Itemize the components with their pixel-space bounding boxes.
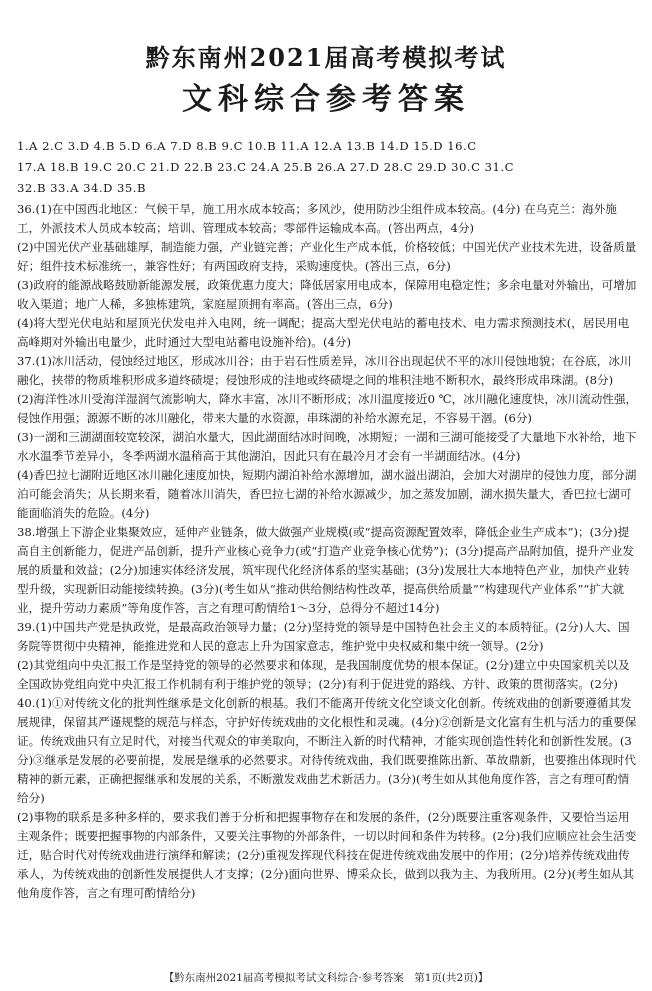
answer-paragraph: 39.(1)中国共产党是执政党，是最高政治领导力量；(2分)坚持党的领导是中国特色社会主义的本质特征。(2分)人大、国务院等贯彻中央精神，能推进党和人民的意志上升为国家意志，维护党中央权威和集中统一领导。(2分): [17, 620, 630, 653]
answer-paragraph: (2)其党组向中央汇报工作是坚持党的领导的必然要求和体现，是我国制度优势的根本保证。(2分)建立中央国家机关以及全国政协党组向党中央汇报工作机制有利于维护党的领导；(2分)有利于促进党的路线、方针、政策的贯彻落实。(2分): [17, 658, 630, 691]
page-footer: 【黔东南州2021届高考模拟考试文科综合·参考答案 第1页(共2页)】: [163, 972, 489, 984]
answer-paragraph: 40.(1)①对传统文化的批判性继承是文化创新的根基。我们不能离开传统文化空谈文化创新。传统戏曲的创新要遵循其发展规律，保留其严谨规整的规范与样态，守护好传统戏曲的文化根性和灵魂。(4分)②创新是文化富有生机与活力的重要保证。传统戏曲只有立足时代，对接当代观众的审美取向，不断注入新的时代精神，才能实现创造性转化和创新性发展。(3分)③继承是发展的必要前提，发展是继承的必然要求。对待传统戏曲，我们既要推陈出新、革故鼎新，也要推出体现时代精神的新元素，正确把握继承和发展的关系，不断激发戏曲艺术新活力。(3分)(考生如从其他角度作答，言之有理可酌情给分): [17, 696, 637, 805]
answer-paragraph: (3)政府的能源战略鼓励新能源发展，政策优惠力度大；降低居家用电成本，保障用电稳定性；多余电量对外输出，可增加收入渠道；地广人稀，多独栋建筑，家庭屋顶拥有率高。(答出三点，6分): [17, 278, 637, 311]
answer-paragraph: 37.(1)冰川活动，侵蚀经过地区，形成冰川谷；由于岩石性质差异，冰川谷出现起伏不平的冰川侵蚀地貌；在谷底，冰川融化，挟带的物质堆积形成多道终碛堤；侵蚀形成的洼地或终碛堤之间的堆积洼地不断积水，最终形成串珠湖。(8分): [17, 354, 632, 387]
answer-paragraph: 38.增强上下游企业集聚效应，延伸产业链条，做大做强产业规模(或“提高资源配置效率，降低企业生产成本”)；(3分)提高自主创新能力，促进产品创新，提升产业核心竞争力(或“打造产业竞争核心优势”)；(3分)提高产品附加值，提升产业发展的质量和效益；(2分)加速实体经济发展，筑牢现代化经济体系的坚实基础；(3分)发展壮大本地特色产业，加快产业转型升级，实现新旧动能接续转换。(3分)(考生如从“推动供给侧结构性改革，提高供给质量”“构建现代产业体系”“扩大就业，提升劳动力素质”等角度作答，言之有理可酌情给1～3分，总得分不超过14分): [17, 525, 635, 615]
exam-title: 黔东南州2021届高考模拟考试: [145, 43, 507, 72]
answer-paragraph: (2)中国光伏产业基础雄厚，制造能力强，产业链完善；产业化生产成本低，价格较低；中国光伏产业技术先进，设备质量好；组件技术标准统一，兼容性好；有两国政府支持，采购速度快。(答出三点，6分): [17, 240, 637, 273]
mc-answers-line: 17.A 18.B 19.C 20.C 21.D 22.B 23.C 24.A 25.B 26.A 27.D 28.C 29.D 30.C 31.C: [17, 160, 514, 174]
mc-answers-line: 32.B 33.A 34.D 35.B: [17, 181, 147, 195]
answer-paragraph: (2)海洋性冰川受海洋湿润气流影响大，降水丰富，冰川不断形成；冰川温度接近0 ℃，冰川融化速度快，冰川流动性强，侵蚀作用强；源源不断的冰川融化，带来大量的水资源，串珠湖的补给水源充足，不容易干涸。(6分): [17, 392, 638, 425]
mc-answers-line: 1.A 2.C 3.D 4.B 5.D 6.A 7.D 8.B 9.C 10.B 11.A 12.A 13.B 14.D 15.D 16.C: [17, 139, 477, 153]
answer-paragraph: (2)事物的联系是多种多样的，要求我们善于分析和把握事物存在和发展的条件，(2分)既要注重客观条件，又要恰当运用主观条件；既要把握事物的内部条件，又要关注事物的外部条件，一切以时间和条件为转移。(2分)我们应顺应社会生活变迁，贴合时代对传统戏曲进行演绎和解读；(2分)重视发挥现代科技在促进传统戏曲发展中的作用；(2分)培养传统戏曲传承人，为传统戏曲的创新性发展提供人才支撑；(2分)面向世界、博采众长，做到以我为主、为我所用。(2分)(考生如从其他角度作答，言之有理可酌情给分): [17, 810, 637, 900]
answer-body: [17, 137, 639, 903]
answer-paragraph: (4)香巴拉七湖附近地区冰川融化速度加快，短期内湖泊补给水源增加，湖水溢出湖泊，会加大对湖岸的侵蚀力度，部分湖泊可能会消失；从长期来看，随着冰川消失，香巴拉七湖的补给水源减少，加之蒸发加剧，湖水损失量大，香巴拉七湖可能面临消失的危险。(4分): [17, 468, 637, 520]
exam-subtitle: 文科综合参考答案: [182, 82, 470, 117]
answer-paragraph: (4)将大型光伏电站和屋顶光伏发电并入电网，统一调配；提高大型光伏电站的蓄电技术、电力需求预测技术(，居民用电高峰期对外输出电量少，此时通过大型电站蓄电设施补给)。(4分): [17, 316, 630, 349]
answer-paragraph: 36.(1)在中国西北地区：气候干旱，施工用水成本较高；多风沙，使用防沙尘组件成本较高。(4分) 在乌克兰：海外施工，外派技术人员成本较高；培训、管理成本较高；零部件运输成本高。(答出两点，4分): [17, 202, 617, 235]
answer-paragraph: (3)一湖和三湖湖面较宽较深，湖泊水量大，因此湖面结冰时间晚，冰期短；一湖和三湖可能接受了大量地下水补给，地下水水温季节差异小，冬季两湖水温稍高于其他湖泊，因此只有在最冷月才会有一半湖面结冰。(4分): [17, 430, 637, 463]
